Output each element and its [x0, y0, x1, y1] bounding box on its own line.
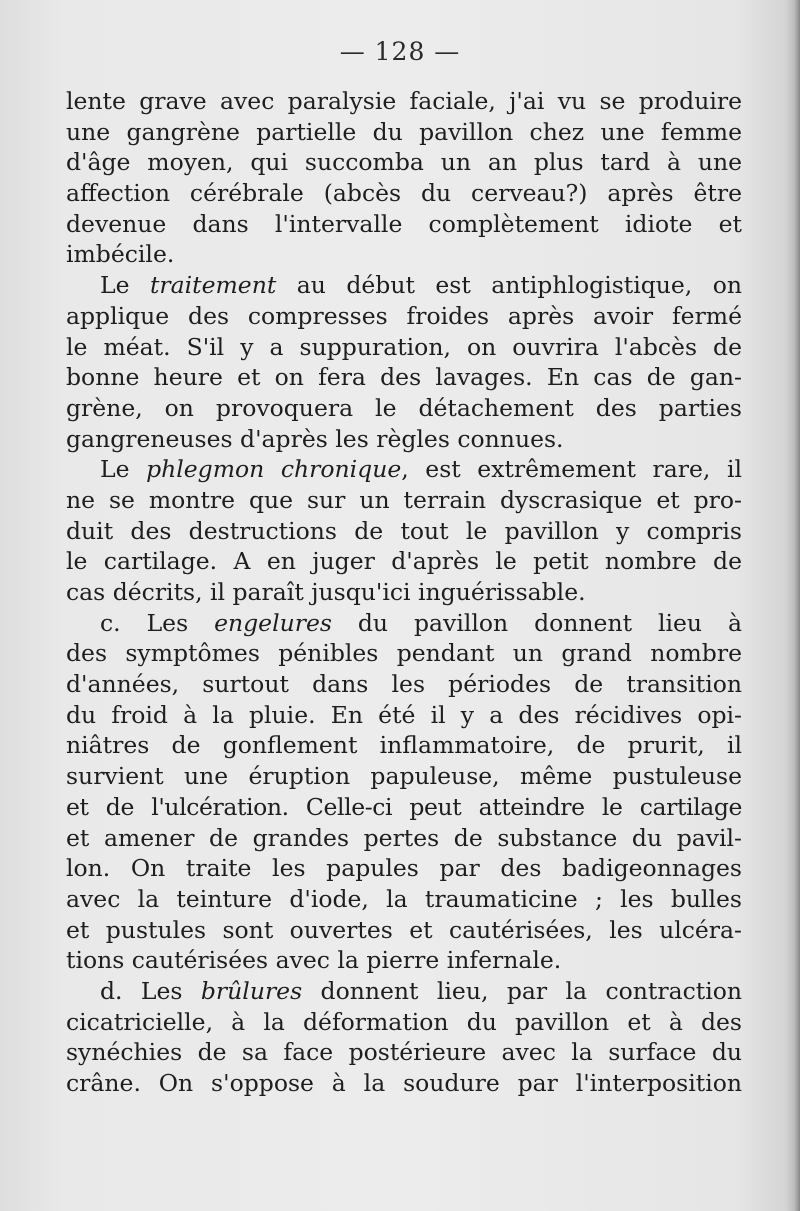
line-lead: d. Les — [100, 976, 201, 1005]
text-line: lon. On traite les papules par des badigeonnages — [66, 854, 742, 883]
paragraph-start-line — [66, 454, 742, 485]
text-line: devenue dans l'intervalle complètement idiote et — [66, 209, 742, 238]
text-line: survient une éruption papuleuse, même pustuleuse — [66, 762, 742, 791]
text-line: et pustules sont ouvertes et cautérisées, les ulcéra- — [66, 915, 742, 944]
italic-term: traitement — [149, 271, 277, 300]
line-rest: au début est antiphlogistique, on — [276, 271, 743, 300]
text-line: une gangrène partielle du pavillon chez une femme — [66, 117, 742, 146]
line-lead: c. Les — [100, 608, 215, 637]
text-line: des symptômes pénibles pendant un grand nombre — [66, 639, 742, 668]
text-line: cas décrits, il paraît jusqu'ici inguérissable. — [66, 578, 586, 606]
line-rest: du pavillon donnent lieu à — [331, 608, 742, 637]
text-line: du froid à la pluie. En été il y a des récidives opi- — [66, 700, 742, 729]
italic-term: brûlures — [200, 976, 303, 1005]
text-line: applique des compresses froides après avoir fermé — [66, 301, 742, 330]
paragraph-start-line — [66, 270, 742, 301]
text-line: le méat. S'il y a suppuration, on ouvrira l'abcès de — [66, 332, 742, 361]
text-line: affection cérébrale (abcès du cerveau?) après être — [66, 179, 742, 208]
page-edge-shadow — [786, 0, 800, 1211]
text-line: ne se montre que sur un terrain dyscrasique et pro- — [66, 485, 742, 514]
paragraph-start-line — [66, 608, 742, 639]
text-line: gangreneuses d'après les règles connues. — [66, 424, 564, 453]
italic-term: engelures — [214, 608, 332, 637]
text-line: tions cautérisées avec la pierre infernale. — [66, 946, 562, 975]
line-lead: Le — [100, 271, 150, 300]
line-rest: , est extrêmement rare, il — [401, 455, 742, 484]
text-line: avec la teinture d'iode, la traumaticine ; les bulles — [66, 884, 742, 913]
text-line: et amener de grandes pertes de substance du pavil- — [66, 823, 742, 852]
text-line: grène, on provoquera le détachement des parties — [66, 393, 742, 422]
text-line: niâtres de gonflement inflammatoire, de prurit, il — [66, 731, 742, 760]
text-line: d'années, surtout dans les périodes de transition — [66, 670, 742, 699]
text-line: crâne. On s'oppose à la soudure par l'interposition — [66, 1069, 742, 1097]
text-line: duit des destructions de tout le pavillon y compris — [66, 516, 742, 545]
line-rest: donnent lieu, par la contraction — [302, 976, 742, 1005]
text-line: lente grave avec paralysie faciale, j'ai vu se produire — [66, 87, 742, 115]
italic-term: phlegmon chronique — [146, 455, 402, 484]
text-line: d'âge moyen, qui succomba un an plus tard à une — [66, 148, 742, 177]
text-line: synéchies de sa face postérieure avec la surface du — [66, 1038, 742, 1067]
text-line: le cartilage. A en juger d'après le petit nombre de — [66, 547, 742, 576]
page-number: — 128 — — [339, 37, 461, 66]
body-text — [66, 86, 742, 1099]
text-line: bonne heure et on fera des lavages. En cas de gan- — [66, 363, 742, 392]
text-line: cicatricielle, à la déformation du pavillon et à des — [66, 1007, 742, 1036]
paragraph-start-line — [66, 976, 742, 1007]
text-line: imbécile. — [66, 240, 175, 269]
line-lead: Le — [100, 455, 147, 484]
text-line: et de l'ulcération. Celle-ci peut atteindre le cartilage — [66, 792, 742, 821]
